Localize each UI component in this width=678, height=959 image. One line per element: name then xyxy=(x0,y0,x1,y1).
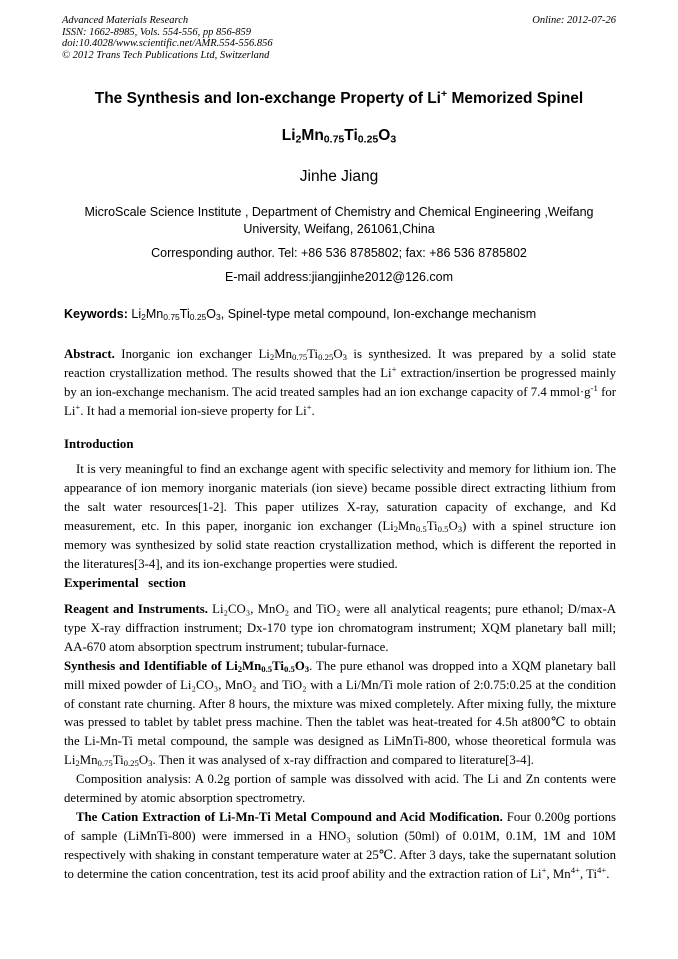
composition-paragraph: Composition analysis: A 0.2g portion of sample was dissolved with acid. The Li and Zn contents were determined by atomic absorption spectrometry. xyxy=(64,772,616,806)
introduction-heading: Introduction xyxy=(64,437,134,451)
synthesis-paragraph: Synthesis and Identifiable of $Li_2Mn_{0.5}Ti_{0.5}O_3$. The pure ethanol was dropped into a XQM planetary ball mill mixed powder of Li₂CO₃, MnO₂ and TiO₂ with a Li/Mn/Ti mole ration of 2:0.75:0.25 at the condition of constant rate churning. After 8 hours, the mixture was mixed completely. After mixing fully, the mixture was pressed to tablet by tablet press machine. Then the tablet was heat-treated for 4.5h at800℃ to obtain the Li-Mn-Ti metal compound, the sample was designed as LiMnTi-800, whose theoretical formula was $Li_2Mn_{0.75}Ti_{0.25}O_3$. Then it was analysed of x-ray diffraction and compared to literature[3-4]. xyxy=(64,658,617,769)
reagent-paragraph: Reagent and Instruments. Li₂CO₃, MnO₂ and TiO₂ were all analytical reagents; pure ethanol; D/max-A type X-ray diffraction instrument; Dx-170 type ion chromatogram instrument; XQM planetary ball mill; AA-670 atom absorption spectrum instrument; tubular-furnace. xyxy=(64,602,617,654)
abstract: Abstract. Inorganic ion exchanger $Li_2Mn_{0.75}Ti_{0.25}O_3$ is synthesized. It was prepared by a solid state reaction crystallization method. The results showed that the Li+ extraction/insertion be progressed mainly by an ion-exchange mechanism. The acid treated samples had an ion exchange capacity of 7.4 $mmol\cdot g^{-1}$ for Li+. It had a memorial ion-sieve property for Li+. xyxy=(64,347,616,418)
experimental-body xyxy=(64,600,616,884)
issn-line: ISSN: 1662-8985, Vols. 554-556, pp 856-859 xyxy=(62,26,251,38)
author-name: Jinhe Jiang xyxy=(299,168,379,185)
introduction-body: It is very meaningful to find an exchange agent with specific selectivity and memory for lithium ion. The appearance of ion memory inorganic materials (ion sieve) became possible direct extracting lithium from the salt water resources[1-2]. This paper utilizes X-ray, saturation capacity of exchange, and Kd measurement, etc. In this paper, inorganic ion exchanger $(Li_2Mn_{0.5}Ti_{0.5}O_3)$ with a spinel structure ion memory was synthesized by solid state reaction crystallization method, which is different the reported in the literatures[3-4], and its ion-exchange properties were studied. xyxy=(64,462,616,571)
cation-paragraph: The Cation Extraction of Li-Mn-Ti Metal Compound and Acid Modification. Four 0.200g portions of sample (LiMnTi-800) were immersed in a HNO₃ solution (50ml) of 0.01M, 0.1M, 1M and 10M respectively with shaking in constant temperature water at 25℃. After 3 days, take the supernatant solution to determine the cation concentration, test its acid proof ability and the extraction ration of Li+, $Mn^{4+}$, $Ti^{4+}$. xyxy=(64,809,616,881)
affiliation: MicroScale Science Institute , Department of Chemistry and Chemical Engineering ,Weifang University, Weifang, 261061,China xyxy=(84,205,594,236)
experimental-heading: Experimental section xyxy=(64,576,186,590)
keywords: Keywords: $Li_2Mn_{0.75}Ti_{0.25}O_3$, Spinel-type metal compound, Ion-exchange mechanism xyxy=(64,307,537,323)
online-date: Online: 2012-07-26 xyxy=(532,15,616,26)
title-formula: $Li_2Mn_{0.75}Ti_{0.25}O_3$ xyxy=(281,127,397,146)
copyright-line: © 2012 Trans Tech Publications Ltd, Switzerland xyxy=(62,49,270,61)
corresponding-author: Corresponding author. Tel: +86 536 8785802; fax: +86 536 8785802 xyxy=(151,246,527,260)
doi-line: doi:10.4028/www.scientific.net/AMR.554-556.856 xyxy=(62,38,273,49)
journal-header xyxy=(62,15,616,61)
email-address: E-mail address:jiangjinhe2012@126.com xyxy=(224,270,454,284)
paper-title: The Synthesis and Ion-exchange Property of Li+ Memorized Spinel xyxy=(94,88,584,107)
journal-name: Advanced Materials Research xyxy=(62,15,189,26)
